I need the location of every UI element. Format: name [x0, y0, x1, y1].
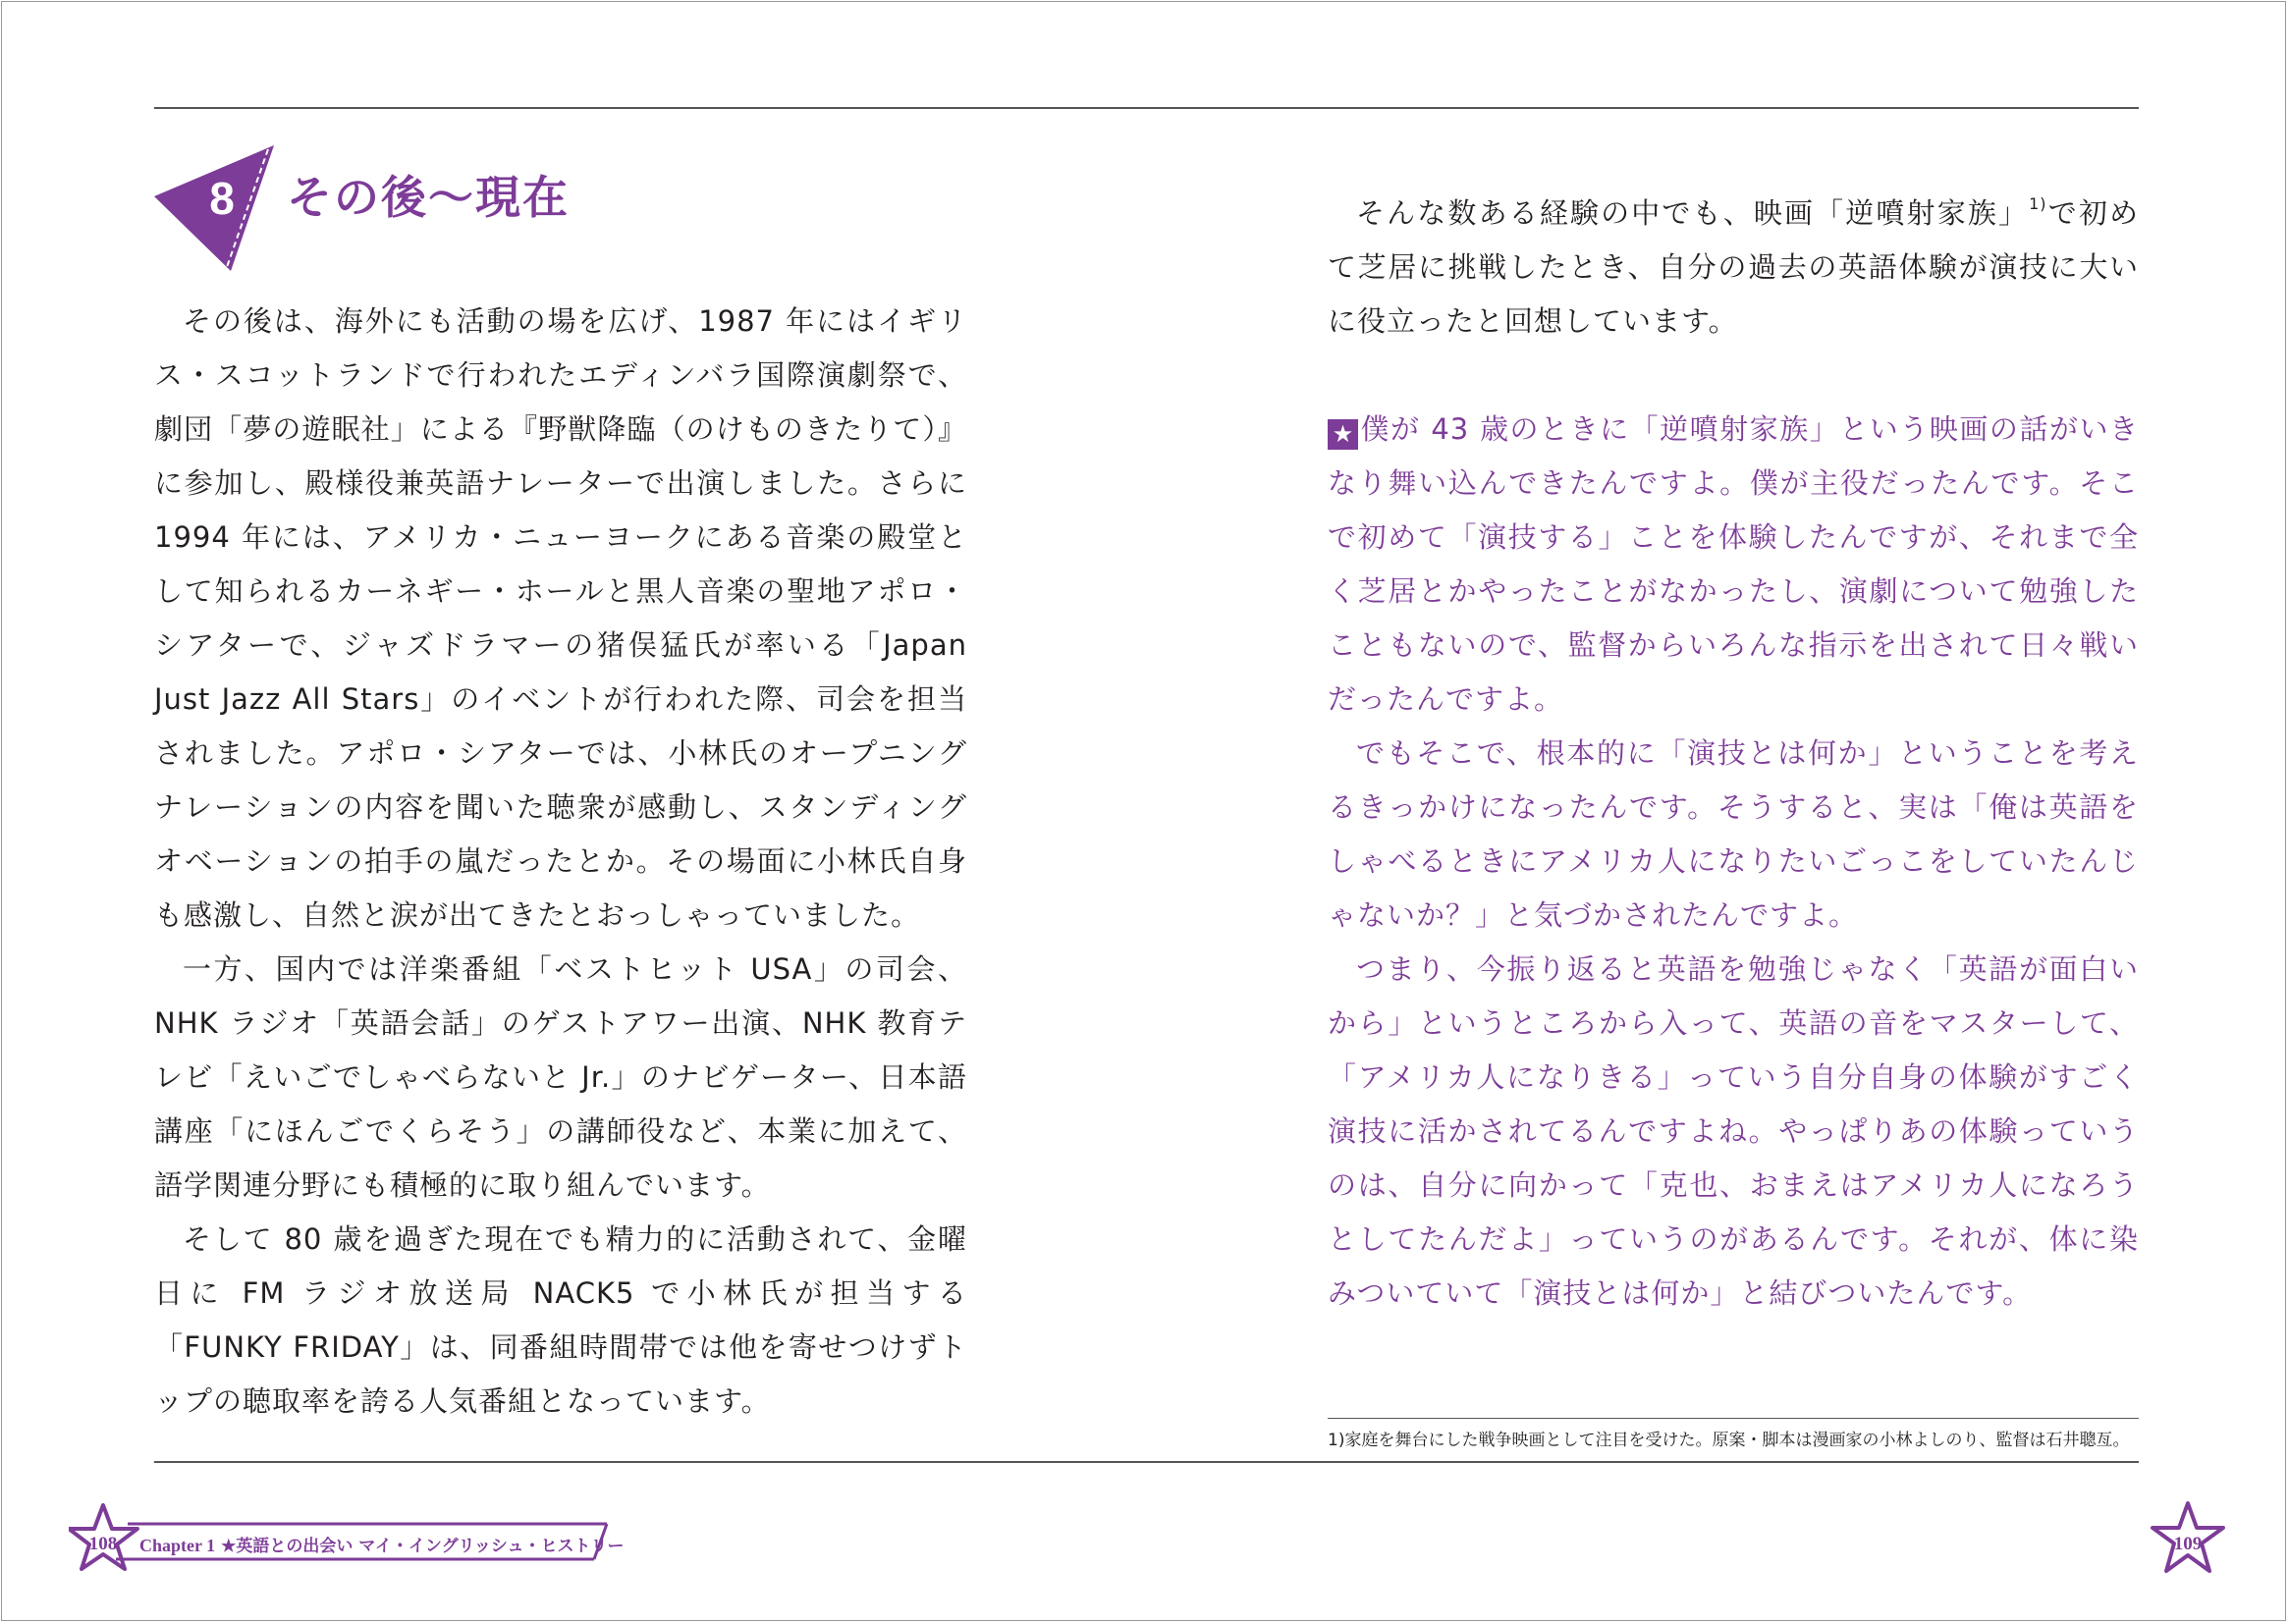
- section-number: 8: [209, 173, 235, 224]
- quote-text: 僕が 43 歳のときに「逆噴射家族」という映画の話がいきなり舞い込んできたんですよ。僕が主役だったんです。そこで初めて「演技する」ことを体験したんですが、それまで全く芝居とかやったことがなかったし、演劇について勉強したこともないので、監督からいろんな指示を出されて日々戦いだったんですよ。: [1328, 412, 2139, 716]
- footnote: 1)家庭を舞台にした戦争映画として注目を受けた。原案・脚本は漫画家の小林よしのり、監督は石井聰亙。: [1328, 1431, 2130, 1450]
- section-title: その後～現在: [287, 171, 570, 224]
- paragraph: その後は、海外にも活動の場を広げ、1987 年にはイギリス・スコットランドで行われたエディンバラ国際演劇祭で、劇団「夢の遊眠社」による『野獣降臨（のけものきたりて）』に参加し、殿様役兼英語ナレーターで出演しました。さらに 1994 年には、アメリカ・ニューヨークにある音楽の殿堂として知られるカーネギー・ホールと黒人音楽の聖地アポロ・シアターで、ジャズドラマーの猪俣猛氏が率いる「Japan Just Jazz All Stars」のイベントが行われた際、司会を担当されました。アポロ・シアターでは、小林氏のオープニングナレーションの内容を聞いた聴衆が感動し、スタンディングオベーションの拍手の嵐だったとか。その場面に小林氏自身も感激し、自然と涙が出てきたとおっしゃっていました。: [154, 304, 967, 932]
- top-rule: [154, 107, 2139, 109]
- quote-paragraph: でもそこで、根本的に「演技とは何か」ということを考えるきっかけになったんです。そうすると、実は「俺は英語をしゃべるときにアメリカ人になりたいごっこをしていたんじゃないか？」と気づかされたんですよ。: [1328, 736, 2139, 932]
- paragraph: 一方、国内では洋楽番組「ベストヒット USA」の司会、NHK ラジオ「英語会話」のゲストアワー出演、NHK 教育テレビ「えいごでしゃべらないと Jr.」のナビゲーター、日本語講座「にほんごでくらそう」の講師役など、本業に加えて、語学関連分野にも積極的に取り組んでいます。: [154, 952, 967, 1202]
- intro-text-after: で初めて芝居に挑戦したとき、自分の過去の英語体験が演技に大いに役立ったと回想しています。: [1328, 196, 2139, 338]
- bottom-rule: [154, 1461, 2139, 1463]
- right-column: [1328, 187, 2139, 1321]
- footnote-rule: [1328, 1418, 2139, 1419]
- quote-paragraph: [1328, 403, 2139, 727]
- star-icon: ★: [221, 1537, 237, 1556]
- footnote-ref: 1): [2029, 194, 2047, 213]
- page-number-right: 109: [2173, 1534, 2203, 1554]
- intro-paragraph: [1328, 187, 2139, 349]
- paragraph: そして 80 歳を過ぎた現在でも精力的に活動されて、金曜日に FM ラジオ放送局 NACK5 で小林氏が担当する「FUNKY FRIDAY」は、同番組時間帯では他を寄せつけずトップの聴取率を誇る人気番組となっています。: [154, 1222, 967, 1418]
- page-number-left: 108: [88, 1534, 118, 1554]
- chapter-title: 英語との出会い マイ・イングリッシュ・ヒストリー: [236, 1537, 625, 1556]
- intro-text-before: そんな数ある経験の中でも、映画「逆噴射家族」: [1356, 196, 2030, 230]
- running-footer: [132, 1534, 625, 1558]
- chapter-label: Chapter 1: [139, 1536, 216, 1555]
- left-column: [154, 295, 967, 1429]
- interview-quote: [1328, 403, 2139, 1321]
- star-icon: ★: [1328, 419, 1358, 450]
- quote-paragraph: つまり、今振り返ると英語を勉強じゃなく「英語が面白いから」というところから入って、英語の音をマスターして、「アメリカ人になりきる」っていう自分自身の体験がすごく演技に活かされてるんですよね。やっぱりあの体験っていうのは、自分に向かって「克也、おまえはアメリカ人になろうとしてたんだよ」っていうのがあるんです。それが、体に染みついていて「演技とは何か」と結びついたんです。: [1328, 952, 2139, 1310]
